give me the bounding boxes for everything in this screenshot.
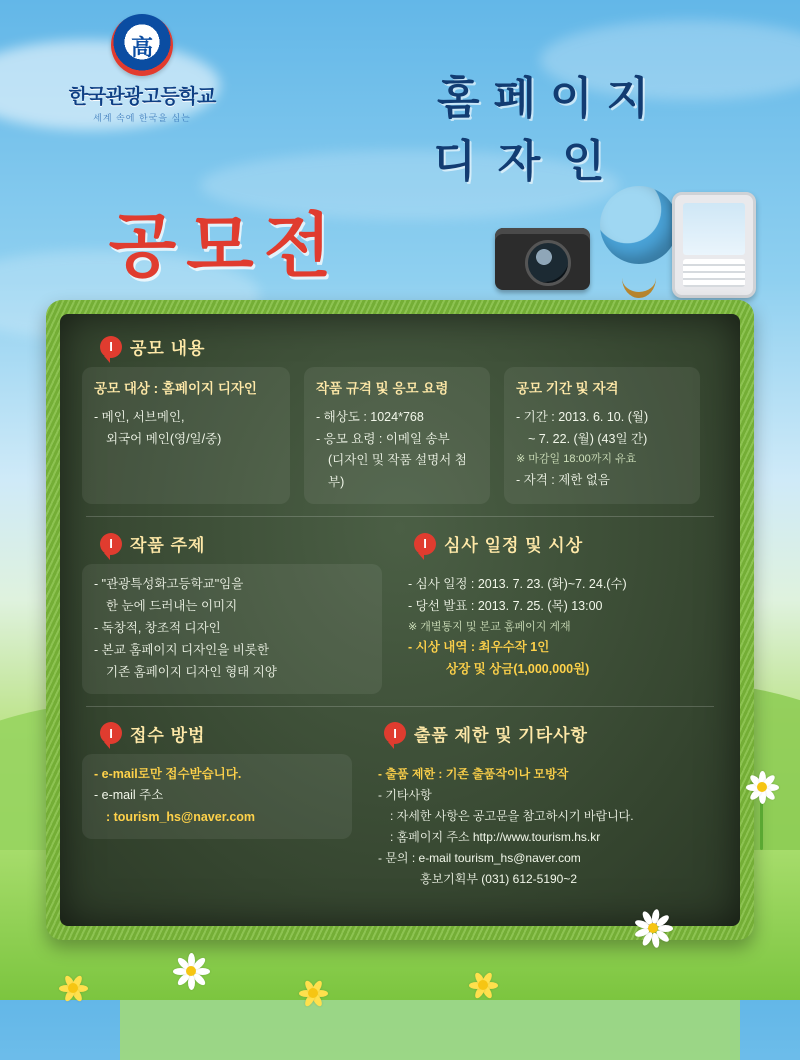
section-theme (82, 529, 382, 693)
card-line: 한 눈에 드러내는 이미지 (106, 599, 238, 613)
card-website-link[interactable]: : 홈페이지 주소 http://www.tourism.hs.kr (390, 829, 601, 844)
section-row-theme-judging (82, 529, 718, 693)
divider (86, 706, 714, 707)
card-restrictions (366, 754, 722, 900)
card-note: ※ 개별통지 및 본교 홈페이지 게재 (408, 620, 571, 633)
marker-icon: I (414, 533, 436, 555)
school-logo (22, 14, 262, 124)
section-header (100, 531, 382, 556)
flower-icon (745, 770, 779, 804)
section-header (414, 531, 722, 556)
flower-icon (300, 980, 326, 1006)
card-heading: 작품 규격 및 응모 요령 (316, 381, 449, 396)
poster-title-line3: 공모전 (108, 207, 342, 285)
card-line: - 해상도 : 1024*768 (316, 409, 424, 424)
flower-icon (470, 972, 496, 998)
card-period (504, 367, 700, 504)
card-line: - 기간 : 2013. 6. 10. (월) (516, 409, 649, 424)
card-phone: 홍보기획부 (031) 612-5190~2 (420, 871, 578, 886)
card-heading: 공모 기간 및 자격 (516, 381, 619, 396)
card-line-highlight: - 시상 내역 : 최우수작 1인 (408, 640, 550, 655)
chalkboard (46, 300, 754, 940)
marker-icon: I (100, 336, 122, 358)
chalkboard-content (60, 314, 740, 926)
section-header (384, 721, 722, 746)
divider (86, 516, 714, 517)
card-line: - 응모 요령 : 이메일 송부 (316, 431, 450, 446)
card-theme (82, 564, 382, 693)
card-line: - 본교 홈페이지 디자인을 비롯한 (94, 642, 270, 657)
school-name: 한국관광고등학교 (68, 86, 216, 108)
tablet-icon (672, 192, 756, 298)
flower-icon (630, 905, 676, 951)
card-line: - e-mail 주소 (94, 788, 164, 803)
section-title: 공모 내용 (130, 339, 206, 358)
flower-icon (60, 975, 86, 1001)
card-line: ~ 7. 22. (월) (43일 간) (528, 431, 648, 446)
card-line: 외국어 메인(영/일/중) (106, 431, 222, 446)
section-contest-details (82, 334, 718, 504)
section-title: 출품 제한 및 기타사항 (414, 725, 588, 745)
emblem-glyph: 高 (130, 35, 153, 60)
section-title: 작품 주제 (130, 536, 206, 556)
section-row-submit-restrictions (82, 719, 718, 900)
globe-icon (600, 186, 678, 264)
card-line: - 당선 발표 : 2013. 7. 25. (목) 13:00 (408, 599, 603, 613)
poster-title-line1: 홈페이지 (436, 74, 663, 123)
card-line: - 심사 일정 : 2013. 7. 23. (화)~7. 24.(수) (408, 577, 627, 592)
card-line: (디자인 및 작품 설명서 첨부) (328, 453, 467, 490)
section-header (100, 334, 718, 359)
flower-icon (170, 950, 212, 992)
card-line: - 독창적, 창조적 디자인 (94, 620, 221, 635)
card-line: - 출품 제한 : 기존 출품작이나 모방작 (378, 766, 569, 781)
card-spec (304, 367, 490, 504)
card-heading: 공모 대상 : 홈페이지 디자인 (94, 381, 257, 396)
card-email[interactable]: : tourism_hs@naver.com (106, 810, 256, 825)
section-header (100, 721, 352, 746)
detail-cards (82, 367, 718, 504)
marker-icon: I (384, 722, 406, 744)
card-note: ※ 마감일 18:00까지 유효 (516, 453, 637, 466)
school-slogan: 세계 속에 한국을 심는 (93, 113, 191, 123)
school-emblem-icon (111, 14, 173, 76)
marker-icon: I (100, 722, 122, 744)
globe-stand-icon (622, 258, 656, 298)
card-line-highlight: 상장 및 상금(1,000,000원) (446, 662, 590, 676)
card-line: - 자격 : 제한 없음 (516, 472, 610, 487)
section-title: 심사 일정 및 시상 (444, 536, 584, 556)
card-line: - 메인, 서브메인, (94, 409, 185, 424)
card-contact[interactable]: - 문의 : e-mail tourism_hs@naver.com (378, 850, 581, 865)
card-submission (82, 754, 352, 840)
section-judging (396, 529, 722, 693)
section-submission (82, 719, 352, 900)
marker-icon: I (100, 533, 122, 555)
camera-icon (495, 228, 590, 290)
section-title: 접수 방법 (130, 725, 206, 745)
card-line: 기존 홈페이지 디자인 형태 지양 (106, 664, 277, 679)
card-target (82, 367, 290, 504)
poster-title-line2: 디자인 (433, 137, 627, 186)
card-line: - e-mail로만 접수받습니다. (94, 766, 242, 781)
card-line: - "관광특성화고등학교"임을 (94, 577, 244, 592)
card-judging (396, 564, 722, 691)
card-line: : 자세한 사항은 공고문을 참고하시기 바랍니다. (390, 808, 634, 823)
card-line: - 기타사항 (378, 787, 432, 802)
section-restrictions (366, 719, 722, 900)
